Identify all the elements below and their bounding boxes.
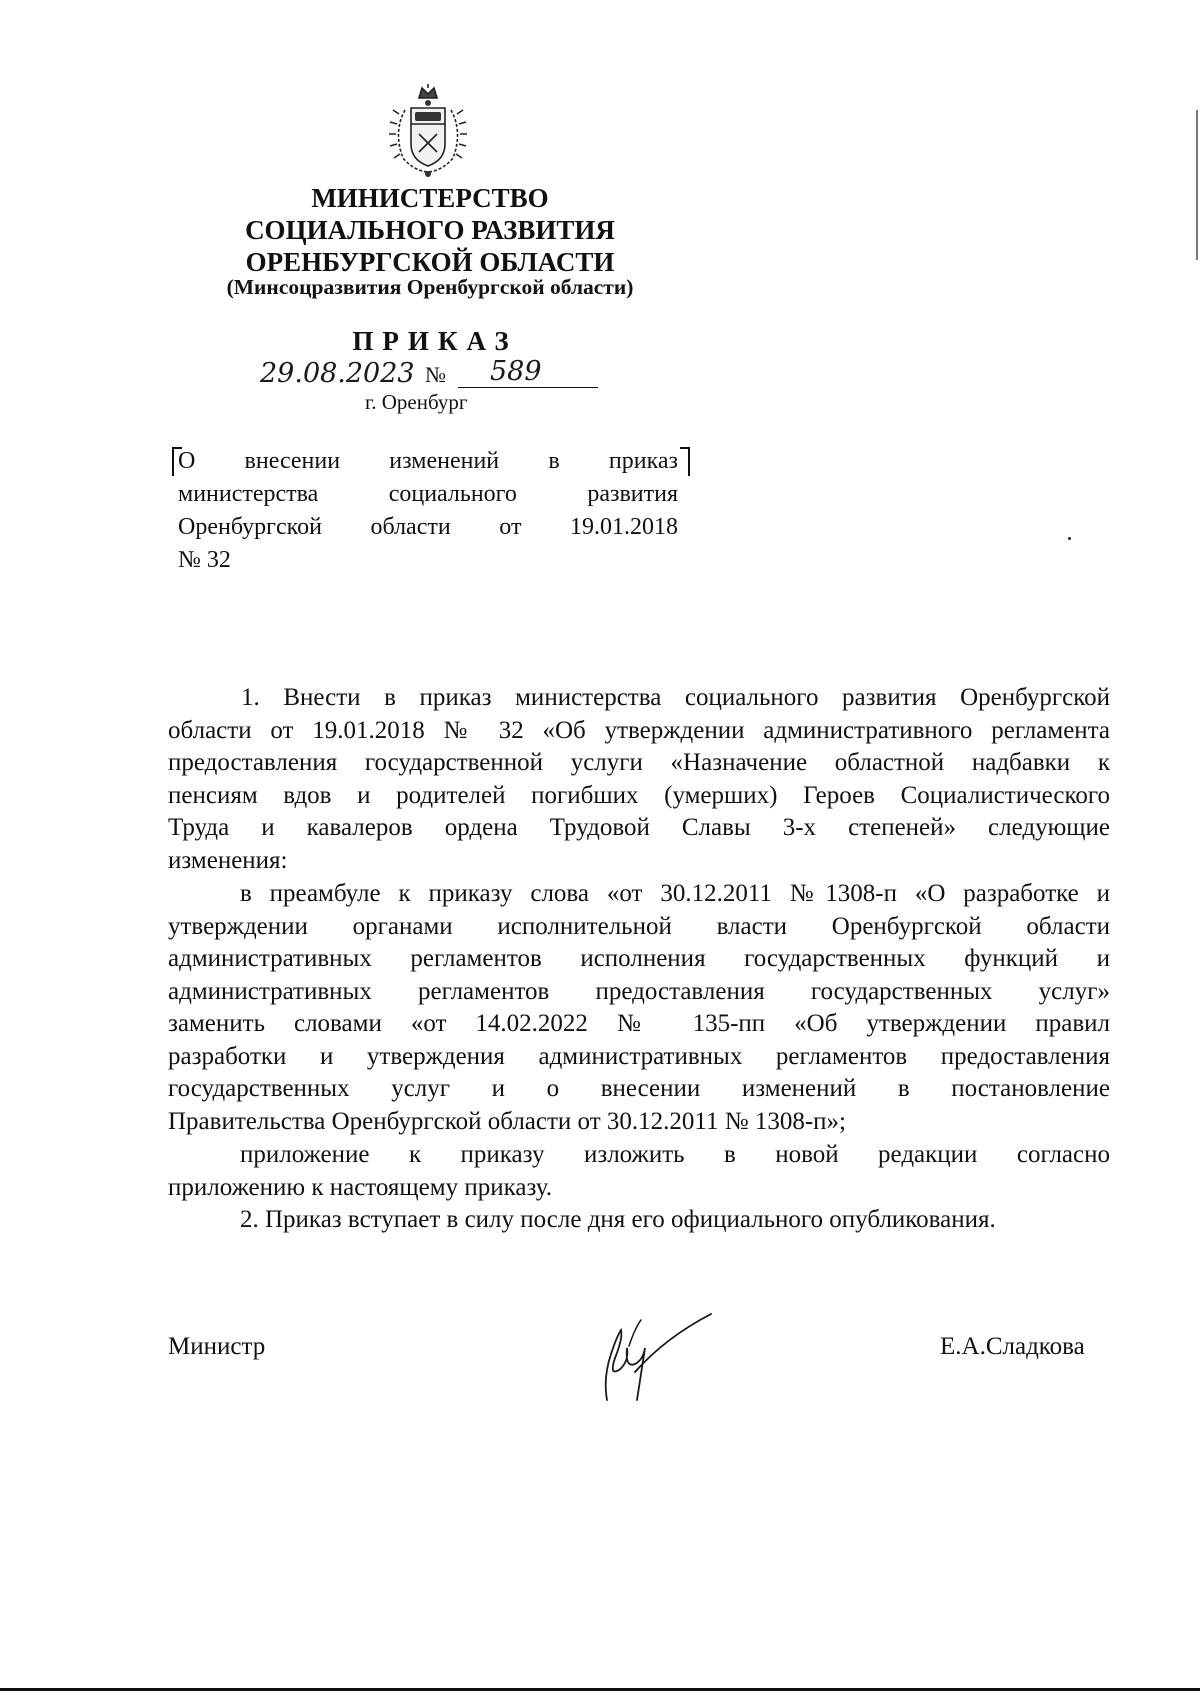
subject-line: Оренбургской области от 19.01.2018 — [178, 514, 678, 540]
scan-edge-right — [1196, 110, 1198, 260]
text-line: административных регламентов исполнения государственных функций и — [168, 945, 1110, 972]
scan-speck — [1068, 537, 1071, 540]
text-line: заменить словами «от 14.02.2022 № 135-пп «Об утверждении правил — [168, 1010, 1110, 1037]
text-line: Правительства Оренбургской области от 30.12.2011 № 1308-п»; — [168, 1107, 846, 1135]
text-line: утверждении органами исполнительной власти Оренбургской области — [168, 912, 1110, 940]
text-line: в преамбуле к приказу слова «от 30.12.2011 №1308-п «О разработке и — [240, 880, 1110, 907]
ministry-abbreviation: (Минсоцразвития Оренбургской области) — [226, 275, 634, 299]
order-number: 589 — [490, 356, 542, 387]
order-city: г. Оренбург — [365, 390, 468, 414]
ministry-name-line3: ОРЕНБУРГСКОЙ ОБЛАСТИ — [245, 247, 615, 277]
order-date: 29.08.2023 — [260, 358, 415, 389]
text-line: Труда и кавалеров ордена Трудовой Славы 3-х степеней» следующие — [168, 814, 1110, 841]
paragraph-3 — [168, 1139, 1110, 1204]
ministry-name-line1: МИНИСТЕРСТВО — [311, 183, 549, 213]
paragraph-2 — [168, 878, 1110, 1138]
text-line: изменения: — [168, 846, 288, 874]
text-line: 2. Приказ вступает в силу после дня его официального опубликования. — [240, 1206, 996, 1233]
signatory-name: Е.А.Сладкова — [940, 1333, 1085, 1360]
paragraph-1 — [168, 682, 1110, 877]
text-line: административных регламентов предоставления государственных услуг» — [168, 977, 1110, 1005]
text-line: приложение к приказу изложить в новой редакции согласно — [240, 1141, 1110, 1168]
text-line: приложению к настоящему приказу. — [168, 1173, 553, 1201]
number-underline — [458, 387, 598, 388]
subject-line: министерства социального развития — [178, 481, 678, 507]
text-line: пенсиям вдов и родителей погибших (умерших) Героев Социалистического — [168, 781, 1110, 809]
text-line: разработки и утверждения административных регламентов предоставления — [168, 1042, 1110, 1070]
ministry-name-line2: СОЦИАЛЬНОГО РАЗВИТИЯ — [245, 215, 615, 245]
subject-line: О внесении изменений в приказ — [178, 448, 678, 474]
paragraph-4 — [168, 1204, 1110, 1237]
text-line: государственных услуг и о внесении изменений в постановление — [168, 1075, 1110, 1102]
coat-of-arms-emblem — [385, 84, 471, 178]
signatory-role: Министр — [168, 1333, 266, 1360]
number-sign: № — [425, 362, 446, 387]
handwritten-signature — [585, 1308, 715, 1408]
subject-line: № 32 — [178, 547, 231, 573]
text-line: области от 19.01.2018 № 32 «Об утверждении административного регламента — [168, 716, 1110, 744]
order-title: ПРИКАЗ — [352, 326, 518, 356]
scan-edge-bottom — [0, 1688, 1200, 1691]
text-line: предоставления государственной услуги «Назначение областной надбавки к — [168, 749, 1110, 776]
text-line: 1. Внести в приказ министерства социального развития Оренбургской — [241, 684, 1110, 711]
subject-bracket-right — [680, 447, 690, 476]
